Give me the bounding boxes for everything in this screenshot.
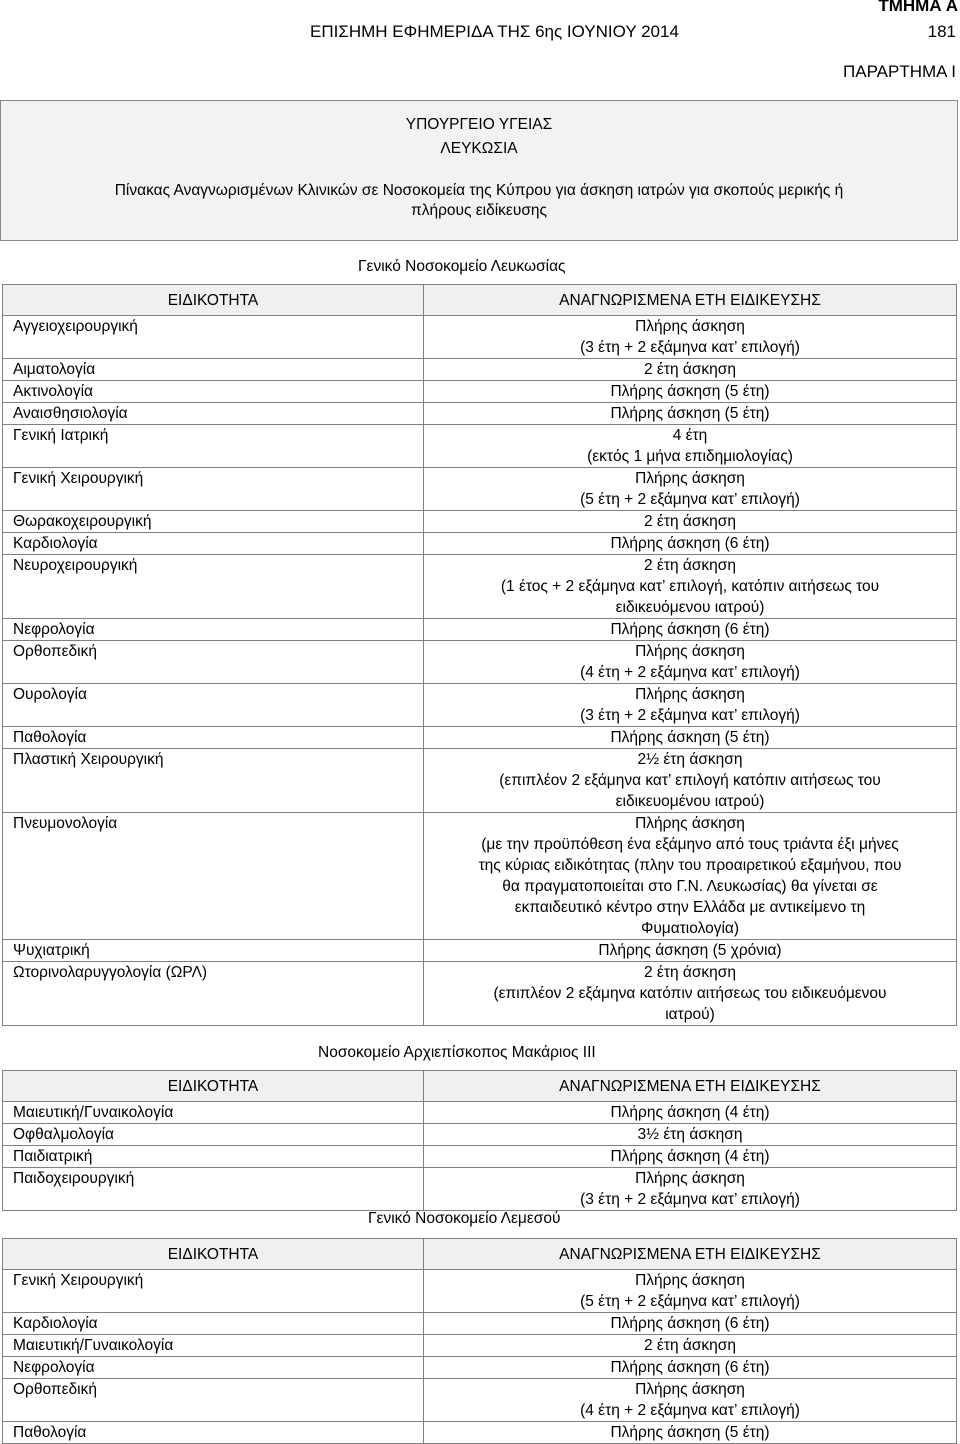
years-text: Πλήρης άσκηση (5 χρόνια) [598, 942, 782, 959]
years-cell [424, 749, 957, 813]
specialty-cell: Παιδιατρική [3, 1146, 424, 1168]
years-cell [424, 727, 957, 749]
years-text: (3 έτη + 2 εξάμηνα κατ’ επιλογή) [580, 707, 800, 724]
table-row [3, 403, 957, 425]
hospital-name: Νοσοκομείο Αρχιεπίσκοπος Μακάριος ΙΙΙ [318, 1044, 596, 1061]
page-number: 181 [927, 22, 956, 41]
years-cell [424, 359, 957, 381]
years-cell [424, 684, 957, 727]
specialty-cell: Γενική Χειρουργική [3, 468, 424, 511]
specialty-cell: Νεφρολογία [3, 1357, 424, 1379]
specialty-cell: Παθολογία [3, 1422, 424, 1444]
hospital-name: Γενικό Νοσοκομείο Λεμεσού [368, 1210, 561, 1227]
years-text: (4 έτη + 2 εξάμηνα κατ’ επιλογή) [580, 1402, 800, 1419]
years-cell [424, 555, 957, 619]
specialty-cell: Νευροχειρουργική [3, 555, 424, 619]
table-row [3, 940, 957, 962]
years-text: 4 έτη [672, 427, 708, 444]
years-text: ιατρού) [665, 1006, 715, 1023]
hospital-table [2, 1070, 957, 1211]
specialty-cell: Μαιευτική/Γυναικολογία [3, 1102, 424, 1124]
specialty-cell: Γενική Ιατρική [3, 425, 424, 468]
table-row [3, 1270, 957, 1313]
years-text: Πλήρης άσκηση [635, 1170, 745, 1187]
table-row [3, 684, 957, 727]
years-cell [424, 533, 957, 555]
years-text: της κύριας ειδικότητας (πλην του προαιρετικού εξαμήνου, που [478, 857, 902, 874]
years-cell [424, 1357, 957, 1379]
years-cell [424, 1270, 957, 1313]
table-row [3, 962, 957, 1026]
table-row [3, 1168, 957, 1211]
years-cell [424, 381, 957, 403]
years-text: 2 έτη άσκηση [644, 1337, 736, 1354]
years-text: Πλήρης άσκηση [635, 1381, 745, 1398]
specialty-cell: Νεφρολογία [3, 619, 424, 641]
specialty-column-header: ΕΙΔΙΚΟΤΗΤΑ [3, 285, 424, 316]
years-text: Πλήρης άσκηση (5 έτη) [610, 405, 770, 422]
specialty-cell: Ορθοπεδική [3, 1379, 424, 1422]
years-text: ειδικευόμενου ιατρού) [615, 599, 765, 616]
years-text: 2 έτη άσκηση [644, 557, 736, 574]
years-text: Πλήρης άσκηση (6 έτη) [610, 535, 770, 552]
years-cell [424, 940, 957, 962]
document-title-line2: πλήρους ειδίκευσης [411, 202, 547, 219]
specialty-cell: Αιματολογία [3, 359, 424, 381]
table-row [3, 1335, 957, 1357]
years-cell [424, 962, 957, 1026]
specialty-cell: Ωτορινολαρυγγολογία (ΩΡΛ) [3, 962, 424, 1026]
years-cell [424, 1168, 957, 1211]
specialty-cell: Ακτινολογία [3, 381, 424, 403]
years-cell [424, 1102, 957, 1124]
years-text: Πλήρης άσκηση [635, 815, 745, 832]
specialty-cell: Ψυχιατρική [3, 940, 424, 962]
specialty-cell: Γενική Χειρουργική [3, 1270, 424, 1313]
gazette-title: ΕΠΙΣΗΜΗ ΕΦΗΜΕΡΙΔΑ ΤΗΣ 6ης ΙΟΥΝΙΟΥ 2014 [310, 22, 679, 41]
specialty-column-header: ΕΙΔΙΚΟΤΗΤΑ [3, 1071, 424, 1102]
specialty-cell: Καρδιολογία [3, 533, 424, 555]
years-text: Πλήρης άσκηση (6 έτη) [610, 1359, 770, 1376]
specialty-cell: Πνευμονολογία [3, 813, 424, 940]
document-title-line1: Πίνακας Αναγνωρισμένων Κλινικών σε Νοσοκομεία της Κύπρου για άσκηση ιατρών για σκοπούς μερικής ή [114, 182, 844, 199]
table-row [3, 1422, 957, 1444]
years-cell [424, 641, 957, 684]
years-text: 2½ έτη άσκηση [637, 751, 743, 768]
table-row [3, 1102, 957, 1124]
annex-label: ΠΑΡΑΡΤΗΜΑ Ι [842, 62, 956, 81]
years-column-header: ΑΝΑΓΝΩΡΙΣΜΕΝΑ ΕΤΗ ΕΙΔΙΚΕΥΣΗΣ [424, 285, 957, 316]
years-cell [424, 316, 957, 359]
ministry-name: ΥΠΟΥΡΓΕΙΟ ΥΓΕΙΑΣ [405, 116, 553, 133]
table-row [3, 749, 957, 813]
years-text: θα πραγματοποιείται στο Γ.Ν. Λευκωσίας) θα γίνεται σε [502, 878, 878, 895]
specialty-cell: Παιδοχειρουργική [3, 1168, 424, 1211]
table-row [3, 533, 957, 555]
years-cell [424, 813, 957, 940]
years-text: Πλήρης άσκηση (5 έτη) [610, 729, 770, 746]
years-cell [424, 425, 957, 468]
years-cell [424, 1379, 957, 1422]
years-cell [424, 468, 957, 511]
specialty-cell: Μαιευτική/Γυναικολογία [3, 1335, 424, 1357]
table-row [3, 813, 957, 940]
hospital-name: Γενικό Νοσοκομείο Λευκωσίας [358, 258, 566, 275]
years-text: Πλήρης άσκηση (5 έτη) [610, 1424, 770, 1441]
table-row [3, 1124, 957, 1146]
table-row [3, 1313, 957, 1335]
years-text: 2 έτη άσκηση [644, 964, 736, 981]
section-label: ΤΜΗΜΑ Α [878, 0, 958, 15]
years-text: (επιπλέον 2 εξάμηνα κατόπιν αιτήσεως του ειδικευόμενου [493, 985, 887, 1002]
specialty-cell: Παθολογία [3, 727, 424, 749]
years-cell [424, 1146, 957, 1168]
years-text: Πλήρης άσκηση (6 έτη) [610, 1315, 770, 1332]
years-text: (με την προϋπόθεση ένα εξάμηνο από τους τριάντα έξι μήνες [481, 836, 899, 853]
specialty-cell: Ουρολογία [3, 684, 424, 727]
specialty-column-header: ΕΙΔΙΚΟΤΗΤΑ [3, 1239, 424, 1270]
years-text: Πλήρης άσκηση [635, 686, 745, 703]
years-text: (4 έτη + 2 εξάμηνα κατ’ επιλογή) [580, 664, 800, 681]
specialty-cell: Ορθοπεδική [3, 641, 424, 684]
hospital-table [2, 1238, 957, 1444]
years-text: (5 έτη + 2 εξάμηνα κατ’ επιλογή) [580, 491, 800, 508]
table-header-row [3, 285, 957, 316]
years-text: ειδικευομένου ιατρού) [615, 793, 765, 810]
hospital-table [2, 284, 957, 1026]
years-cell [424, 619, 957, 641]
table-row [3, 1379, 957, 1422]
years-text: Πλήρης άσκηση (6 έτη) [610, 621, 770, 638]
years-text: 2 έτη άσκηση [644, 513, 736, 530]
years-text: Φυματιολογία) [640, 920, 740, 937]
years-column-header: ΑΝΑΓΝΩΡΙΣΜΕΝΑ ΕΤΗ ΕΙΔΙΚΕΥΣΗΣ [424, 1239, 957, 1270]
years-text: 3½ έτη άσκηση [637, 1126, 743, 1143]
table-row [3, 1146, 957, 1168]
table-row [3, 468, 957, 511]
table-row [3, 555, 957, 619]
table-row [3, 511, 957, 533]
table-row [3, 1357, 957, 1379]
table-row [3, 425, 957, 468]
years-text: (εκτός 1 μήνα επιδημιολογίας) [587, 448, 793, 465]
specialty-cell: Αναισθησιολογία [3, 403, 424, 425]
years-cell [424, 511, 957, 533]
specialty-cell: Θωρακοχειρουργική [3, 511, 424, 533]
years-text: εκπαιδευτικό κέντρο στην Ελλάδα με αντικείμενο τη [514, 899, 866, 916]
years-text: Πλήρης άσκηση [635, 318, 745, 335]
years-text: Πλήρης άσκηση (4 έτη) [610, 1104, 770, 1121]
years-text: Πλήρης άσκηση (5 έτη) [610, 383, 770, 400]
years-cell [424, 1313, 957, 1335]
specialty-cell: Καρδιολογία [3, 1313, 424, 1335]
table-row [3, 359, 957, 381]
years-text: Πλήρης άσκηση [635, 1272, 745, 1289]
table-header-row [3, 1071, 957, 1102]
years-text: Πλήρης άσκηση [635, 643, 745, 660]
table-row [3, 619, 957, 641]
years-text: Πλήρης άσκηση (4 έτη) [610, 1148, 770, 1165]
years-text: (επιπλέον 2 εξάμηνα κατ’ επιλογή κατόπιν αιτήσεως του [499, 772, 881, 789]
years-column-header: ΑΝΑΓΝΩΡΙΣΜΕΝΑ ΕΤΗ ΕΙΔΙΚΕΥΣΗΣ [424, 1071, 957, 1102]
years-text: 2 έτη άσκηση [644, 361, 736, 378]
title-box [0, 100, 958, 241]
table-row [3, 727, 957, 749]
table-row [3, 381, 957, 403]
years-text: (5 έτη + 2 εξάμηνα κατ’ επιλογή) [580, 1293, 800, 1310]
years-text: (1 έτος + 2 εξάμηνα κατ’ επιλογή, κατόπιν αιτήσεως του [500, 578, 880, 595]
years-text: (3 έτη + 2 εξάμηνα κατ’ επιλογή) [580, 1191, 800, 1208]
ministry-city: ΛΕΥΚΩΣΙΑ [440, 140, 518, 157]
table-row [3, 641, 957, 684]
years-text: (3 έτη + 2 εξάμηνα κατ’ επιλογή) [580, 339, 800, 356]
table-header-row [3, 1239, 957, 1270]
specialty-cell: Αγγειοχειρουργική [3, 316, 424, 359]
table-row [3, 316, 957, 359]
years-cell [424, 1335, 957, 1357]
specialty-cell: Πλαστική Χειρουργική [3, 749, 424, 813]
years-cell [424, 1422, 957, 1444]
years-cell [424, 1124, 957, 1146]
specialty-cell: Οφθαλμολογία [3, 1124, 424, 1146]
years-cell [424, 403, 957, 425]
years-text: Πλήρης άσκηση [635, 470, 745, 487]
